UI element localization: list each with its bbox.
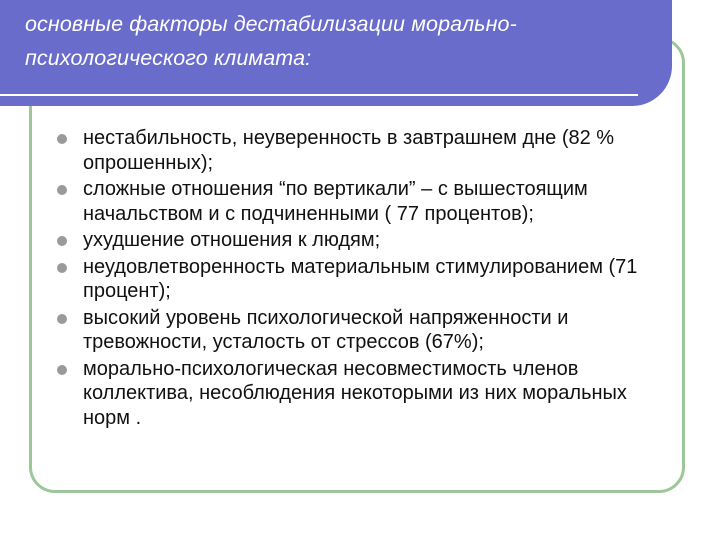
bullet-text: неудовлетворенность материальным стимулированием (71 процент); [83,255,638,302]
title-underline [0,94,638,96]
bullet-item [57,306,677,355]
bullet-dot-icon [57,365,67,375]
bullet-text: морально-психологическая несовместимость членов коллектива, несоблюдения некоторыми из них моральных норм . [83,357,627,429]
bullet-text: нестабильность, неуверенность в завтрашнем дне (82 % опрошенных); [83,127,615,174]
slide-title: основные факторы дестабилизации морально-психологического климата: [25,12,517,70]
bullet-item [57,177,677,226]
title-band [0,0,672,106]
bullet-list [57,126,677,432]
bullet-item [57,255,677,304]
bullet-item [57,228,677,253]
bullet-item [57,126,677,175]
bullet-text: высокий уровень психологической напряженности и тревожности, усталость от стрессов (67%); [83,306,569,353]
bullet-dot-icon [57,314,67,324]
bullet-item [57,357,677,431]
bullet-text: сложные отношения “по вертикали” – с вышестоящим начальством и с подчиненными ( 77 процентов); [83,178,588,225]
bullet-dot-icon [57,263,67,273]
bullet-text: ухудшение отношения к людям; [83,229,381,251]
bullet-dot-icon [57,185,67,195]
bullet-dot-icon [57,134,67,144]
bullet-dot-icon [57,236,67,246]
